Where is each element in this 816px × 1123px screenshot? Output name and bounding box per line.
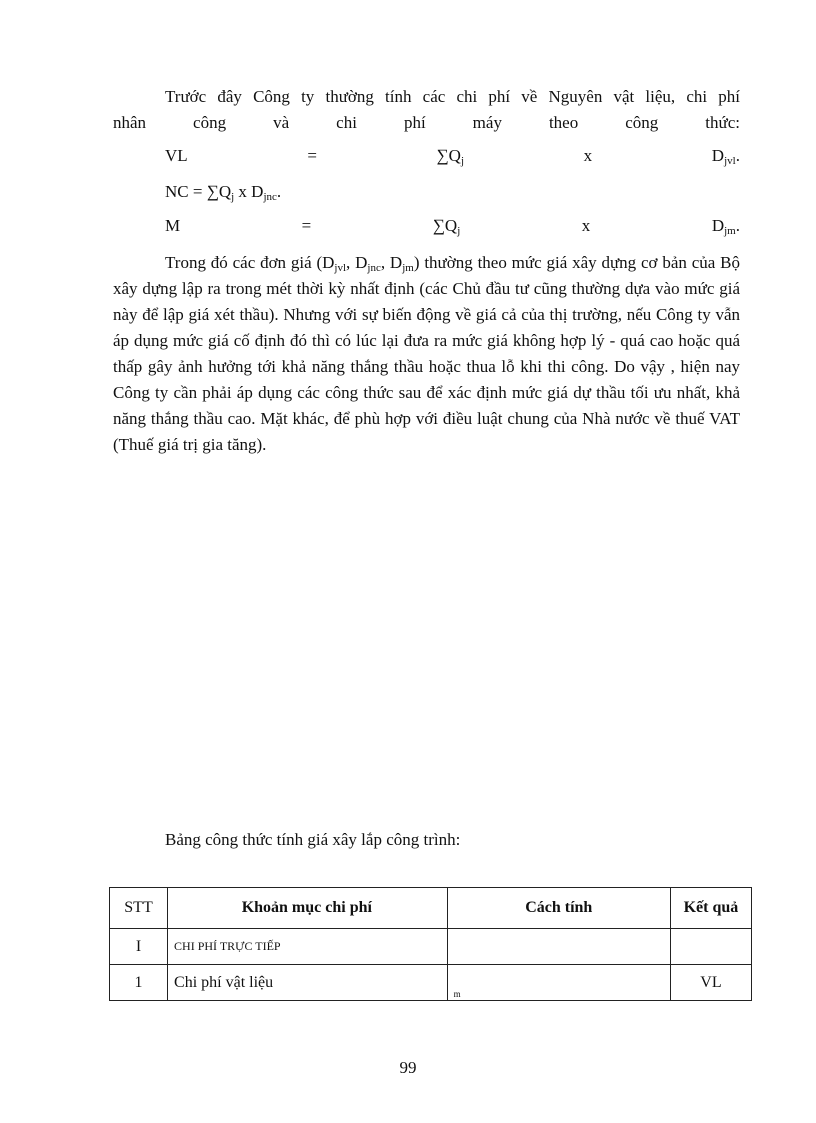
header-item: Khoản mục chi phí: [168, 888, 448, 929]
row-stt: 1: [110, 965, 168, 1001]
cost-table: [109, 887, 752, 1001]
row-calc: m: [447, 965, 670, 1001]
header-stt: STT: [110, 888, 168, 929]
intro-line-1: Trước đây Công ty thường tính các chi phí về Nguyên vật liệu, chi phí: [165, 87, 740, 106]
header-result: Kết quả: [670, 888, 751, 929]
table-row: [110, 965, 752, 1001]
page-number: 99: [399, 1058, 417, 1077]
row-stt: I: [110, 929, 168, 965]
table-row: [110, 929, 752, 965]
formula-m: M = $\sum Q_j$ x $D_{jm}$.: [165, 216, 740, 237]
row-result: [670, 929, 751, 965]
row-calc: [447, 929, 670, 965]
body-paragraph: Trong đó các đơn giá ($D_{jvl}$, $D_{jnc}$, $D_{jm}$) thường theo mức giá xây dựng cơ bản của Bộ xây dựng lập ra trong mét thời kỳ nhất định (các Chủ đầu tư cũng thường dựa vào mức giá này để lập giá xét thầu). Nhưng với sự biến động về giá cả của thị trường, nếu Công ty vẫn áp dụng mức giá cố định đó thì có lúc lại đưa ra mức giá không hợp lý - quá cao hoặc quá thấp gây ảnh hưởng tới khả năng thắng thầu hoặc thua lỗ khi thi công. Do vậy , hiện nay Công ty cần phải áp dụng các công thức sau để xác định mức giá dự thầu tối ưu nhất, khả năng thắng thầu cao. Mặt khác, để phù hợp với điều luật chung của Nhà nước về thuế VAT (Thuế giá trị gia tăng).: [113, 253, 740, 454]
intro-line-2: nhân công và chi phí máy theo công thức:: [113, 113, 740, 132]
header-calc: Cách tính: [447, 888, 670, 929]
row-item: CHI PHÍ TRỰC TIẾP: [168, 929, 448, 965]
table-header-row: [110, 888, 752, 929]
table-caption: Bảng công thức tính giá xây lắp công trình:: [165, 830, 461, 849]
row-result: VL: [670, 965, 751, 1001]
formula-vl: VL = $\sum Q_j$ x $D_{jvl}$.: [165, 146, 740, 167]
row-item: Chi phí vật liệu: [168, 965, 448, 1001]
formula-nc: NC = $\sum Q_j$ x $D_{jnc}$.: [165, 182, 282, 203]
